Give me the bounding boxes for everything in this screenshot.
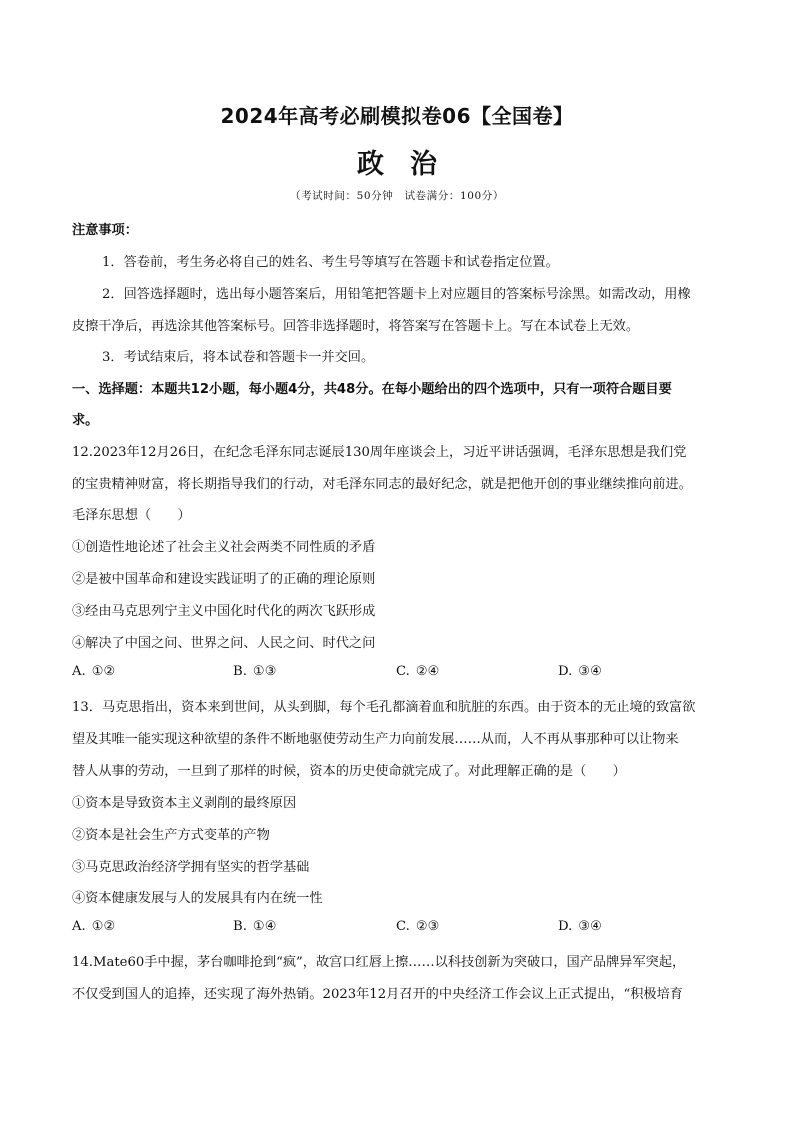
question-12-option-3: ③经由马克思列宁主义中国化时代化的两次飞跃形成 (72, 604, 376, 619)
subject-title: 政治 (357, 149, 463, 180)
choice-b[interactable]: B. ①④ (233, 919, 277, 934)
question-13-choices (72, 919, 732, 937)
section-heading: 一、选择题：本题共12小题，每小题4分，共48分。在每小题给出的四个选项中，只有一项符合题目要 (72, 382, 672, 397)
question-12-option-4: ④解决了中国之问、世界之问、人民之问、时代之问 (72, 636, 376, 651)
choice-b[interactable]: B. ①③ (233, 664, 277, 679)
note-item-2: 2．回答选择题时，选出每小题答案后，用铅笔把答题卡上对应题目的答案标号涂黑。如需改动，用橡 (102, 287, 691, 302)
choice-c[interactable]: C. ②④ (396, 664, 440, 679)
exam-info: （考试时间：50分钟 试卷满分：100分） (289, 190, 504, 202)
note-item-2-cont: 皮擦干净后，再选涂其他答案标号。回答非选择题时，将答案写在答题卡上。写在本试卷上无效。 (72, 319, 640, 334)
choice-a[interactable]: A. ①② (72, 664, 116, 679)
note-item-3: 3．考试结束后，将本试卷和答题卡一并交回。 (102, 350, 375, 365)
section-heading-cont: 求。 (72, 413, 99, 428)
choice-d[interactable]: D. ③④ (558, 919, 602, 934)
choice-a[interactable]: A. ①② (72, 919, 116, 934)
question-12-stem-line-3: 毛泽东思想（ ） (72, 508, 191, 523)
question-12-option-1: ①创造性地论述了社会主义社会两类不同性质的矛盾 (72, 540, 376, 555)
question-13-option-4: ④资本健康发展与人的发展具有内在统一性 (72, 891, 323, 906)
notes-heading: 注意事项： (72, 223, 138, 238)
question-12-option-2: ②是被中国革命和建设实践证明了的正确的理论原则 (72, 572, 376, 587)
question-13-stem-line-3: 替人从事的劳动，一旦到了那样的时候，资本的历史使命就完成了。对此理解正确的是（ ） (72, 764, 626, 779)
note-item-1: 1．答卷前，考生务必将自己的姓名、考生号等填写在答题卡和试卷指定位置。 (102, 255, 559, 270)
question-14-stem-line-1: 14.Mate60手中握，茅台咖啡抢到“疯”，故宫口红唇上擦……以科技创新为突破口，国产品牌异军突起， (72, 955, 686, 970)
question-13-option-2: ②资本是社会生产方式变革的产物 (72, 828, 270, 843)
question-13-option-1: ①资本是导致资本主义剥削的最终原因 (72, 796, 297, 811)
question-12-stem-line-2: 的宝贵精神财富，将长期指导我们的行动，对毛泽东同志的最好纪念，就是把他开创的事业继续推向前进。 (72, 477, 692, 492)
choice-c[interactable]: C. ②③ (396, 919, 440, 934)
question-13-option-3: ③马克思政治经济学拥有坚实的哲学基础 (72, 860, 310, 875)
choice-d[interactable]: D. ③④ (558, 664, 602, 679)
question-12-choices (72, 664, 732, 682)
question-12-stem-line-1: 12.2023年12月26日，在纪念毛泽东同志诞辰130周年座谈会上，习近平讲话强调，毛泽东思想是我们党 (72, 445, 687, 460)
exam-title: 2024年高考必刷模拟卷06【全国卷】 (220, 104, 574, 128)
question-14-stem-line-2: 不仅受到国人的追捧，还实现了海外热销。2023年12月召开的中央经济工作会议上正式提出，“积极培育 (72, 987, 683, 1002)
question-13-stem-line-2: 望及其唯一能实现这种欲望的条件不断地驱使劳动生产力向前发展……从而，人不再从事那种可以让物来 (72, 732, 679, 747)
question-13-stem-line-1: 13．马克思指出，资本来到世间，从头到脚，每个毛孔都滴着血和肮脏的东西。由于资本的无止境的致富欲 (72, 700, 696, 715)
